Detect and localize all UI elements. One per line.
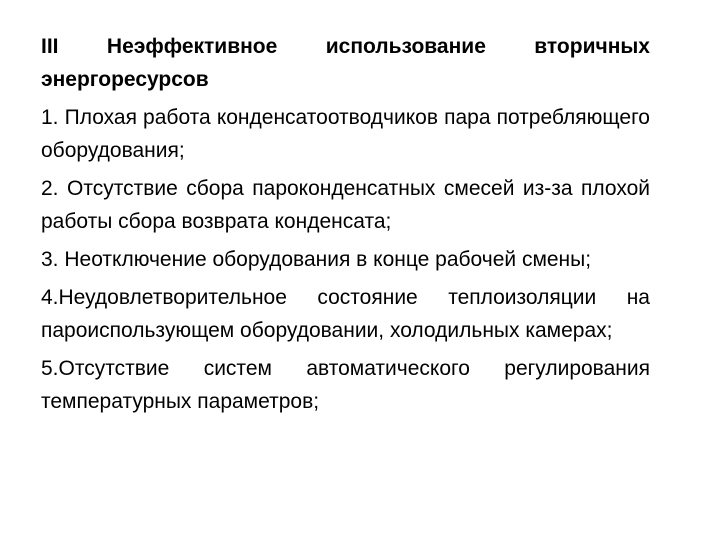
list-item-3: 3. Неотключение оборудования в конце рабочей смены; <box>41 248 592 271</box>
list-item-1: 1. Плохая работа конденсатоотводчиков пара потребляющего оборудования; <box>41 106 650 162</box>
slide-content <box>41 30 650 423</box>
list-item-5: 5.Отсутствие систем автоматического регулирования температурных параметров; <box>41 357 650 413</box>
list-item-2: 2. Отсутствие сбора пароконденсатных смесей из-за плохой работы сбора возврата конденсата; <box>41 177 650 233</box>
section-heading: III Неэффективное использование вторичных энергоресурсов <box>41 35 650 91</box>
list-item-4: 4.Неудовлетворительное состояние теплоизоляции на пароиспользующем оборудовании, холодильных камерах; <box>41 286 650 342</box>
